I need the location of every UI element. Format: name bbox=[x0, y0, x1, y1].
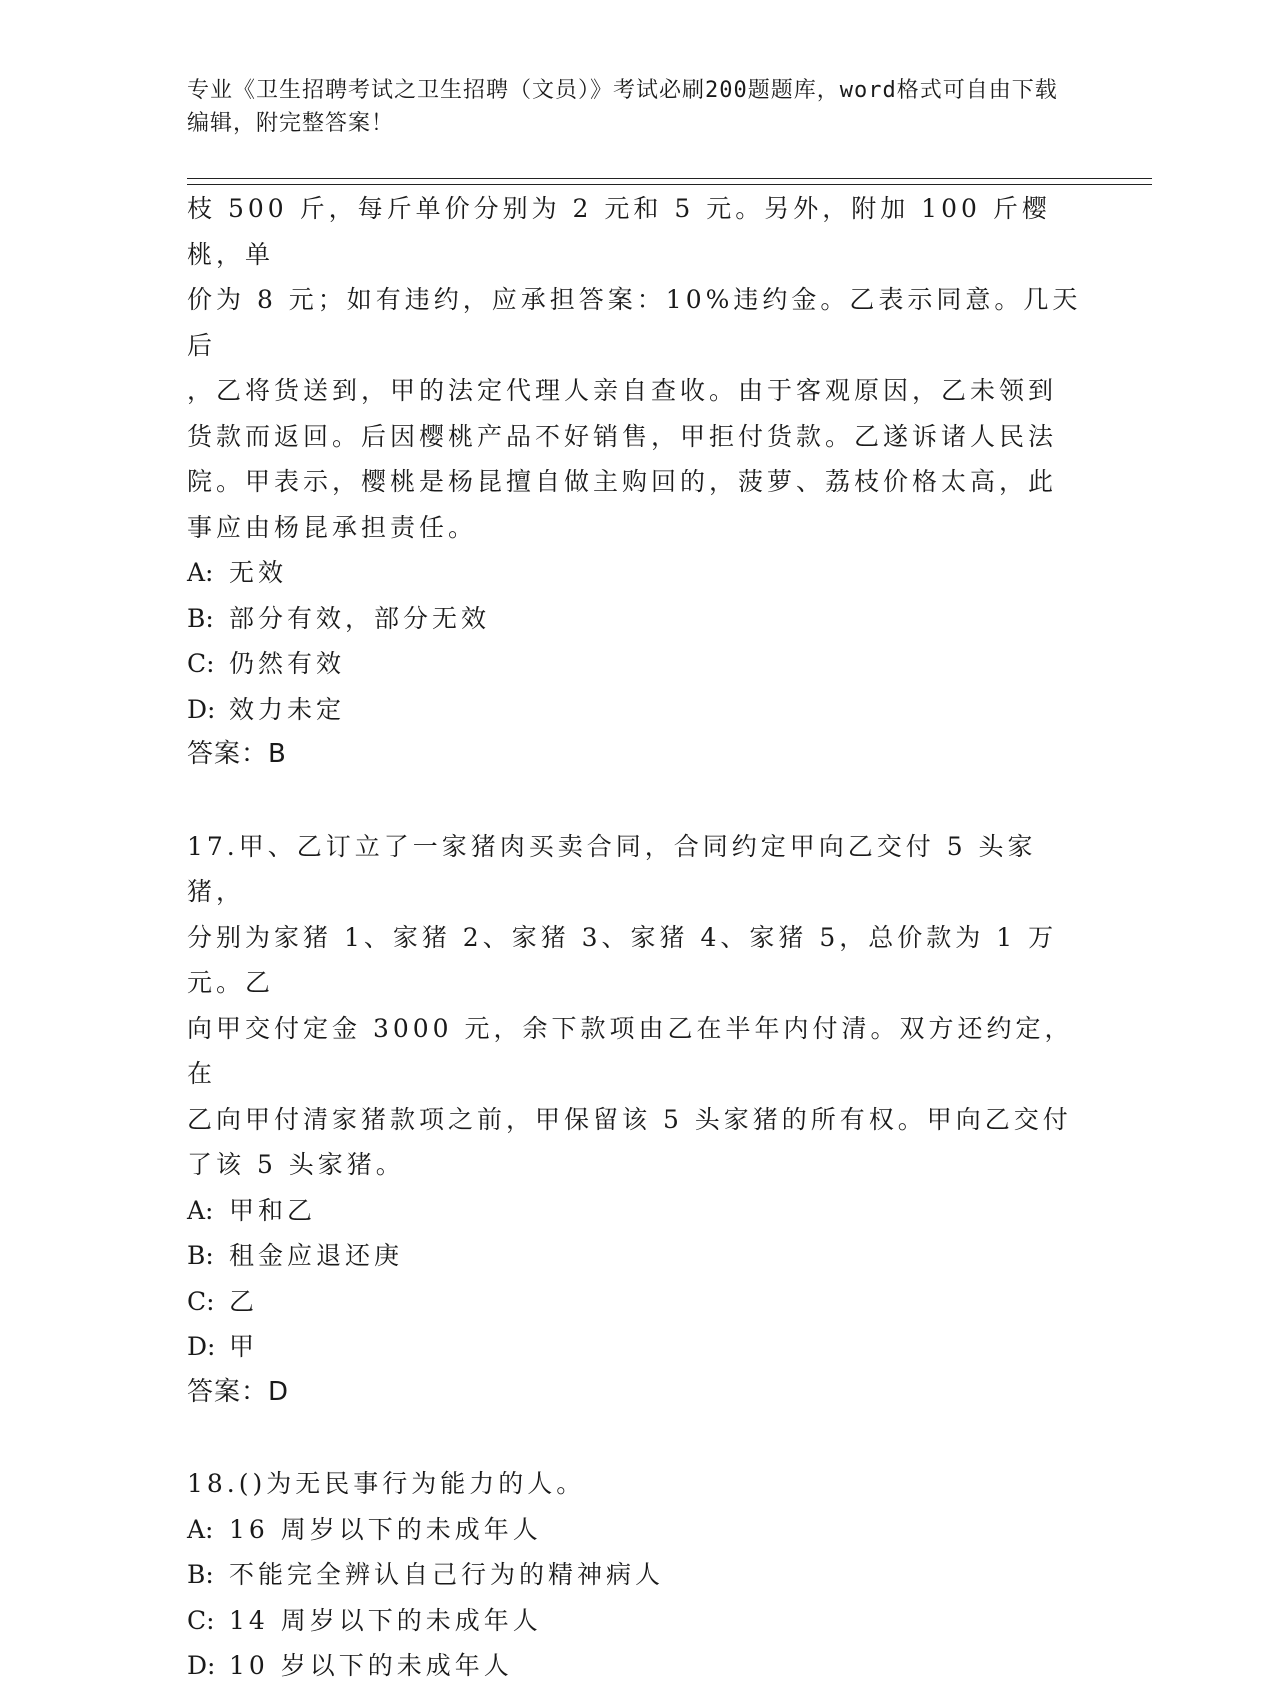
header-rule-top bbox=[187, 178, 1152, 179]
question-text-line: 货款而返回。后因樱桃产品不好销售，甲拒付货款。乙遂诉诸人民法 bbox=[187, 421, 1058, 451]
option-b bbox=[187, 1233, 1087, 1279]
option-c bbox=[187, 1598, 1087, 1644]
option-text: 无效 bbox=[229, 558, 288, 587]
question-text-line: 乙向甲付清家猪款项之前，甲保留该 5 头家猪的所有权。甲向乙交付 bbox=[187, 1104, 1072, 1134]
document-header: 专业《卫生招聘考试之卫生招聘（文员）》考试必刷200题题库，word格式可自由下载编辑，附完整答案！ bbox=[187, 78, 1058, 136]
option-c bbox=[187, 1279, 1087, 1325]
option-text: 14 周岁以下的未成年人 bbox=[229, 1605, 542, 1635]
option-a bbox=[187, 550, 1087, 596]
option-text: 部分有效，部分无效 bbox=[229, 603, 491, 633]
option-letter: C: bbox=[187, 1286, 215, 1316]
option-letter: D: bbox=[187, 1332, 216, 1361]
option-text: 租金应退还庚 bbox=[229, 1241, 404, 1270]
question-16-continuation bbox=[187, 186, 1087, 778]
answer-line: 答案：B bbox=[187, 739, 287, 769]
option-letter: B: bbox=[187, 1241, 214, 1270]
option-letter: B: bbox=[187, 603, 214, 633]
question-text-line: 事应由杨昆承担责任。 bbox=[187, 512, 478, 542]
option-letter: C: bbox=[187, 1605, 215, 1635]
option-letter: D: bbox=[187, 694, 216, 724]
question-text-line: 了该 5 头家猪。 bbox=[187, 1150, 405, 1179]
option-b bbox=[187, 596, 1087, 642]
option-letter: B: bbox=[187, 1560, 214, 1589]
spacer bbox=[187, 778, 1087, 824]
option-text: 仍然有效 bbox=[229, 649, 346, 678]
question-text-line: 枝 500 斤，每斤单价分别为 2 元和 5 元。另外，附加 100 斤樱桃，单 bbox=[187, 194, 1051, 269]
question-text-line: 院。甲表示，樱桃是杨昆擅自做主购回的，菠萝、荔枝价格太高，此 bbox=[187, 467, 1058, 496]
question-17 bbox=[187, 824, 1087, 1416]
option-letter: A: bbox=[187, 1514, 214, 1544]
option-d bbox=[187, 687, 1087, 733]
option-text: 10 岁以下的未成年人 bbox=[229, 1651, 513, 1680]
option-c bbox=[187, 641, 1087, 687]
document-body bbox=[187, 186, 1087, 1689]
answer-line: 答案：D bbox=[187, 1376, 290, 1407]
option-text: 甲 bbox=[229, 1332, 259, 1361]
option-text: 效力未定 bbox=[229, 694, 346, 724]
option-letter: A: bbox=[187, 558, 214, 587]
option-text: 16 周岁以下的未成年人 bbox=[229, 1514, 542, 1544]
question-text-line: 18.()为无民事行为能力的人。 bbox=[187, 1469, 586, 1498]
option-text: 乙 bbox=[229, 1286, 259, 1316]
option-a bbox=[187, 1507, 1087, 1553]
header-rule-bottom bbox=[187, 184, 1152, 185]
spacer bbox=[187, 1415, 1087, 1461]
option-a bbox=[187, 1188, 1087, 1234]
question-18 bbox=[187, 1461, 1087, 1689]
option-letter: A: bbox=[187, 1195, 214, 1225]
option-text: 甲和乙 bbox=[229, 1195, 317, 1225]
question-text-line: 分别为家猪 1、家猪 2、家猪 3、家猪 4、家猪 5，总价款为 1 万元。乙 bbox=[187, 922, 1058, 997]
option-b bbox=[187, 1552, 1087, 1598]
option-text: 不能完全辨认自己行为的精神病人 bbox=[229, 1560, 665, 1589]
question-text-line: 价为 8 元；如有违约，应承担答案：10%违约金。乙表示同意。几天后 bbox=[187, 285, 1082, 360]
option-d bbox=[187, 1324, 1087, 1370]
question-text-line: 17.甲、乙订立了一家猪肉买卖合同，合同约定甲向乙交付 5 头家猪， bbox=[187, 831, 1037, 906]
option-letter: D: bbox=[187, 1651, 216, 1680]
question-text-line: ，乙将货送到，甲的法定代理人亲自查收。由于客观原因，乙未领到 bbox=[187, 376, 1058, 405]
question-text-line: 向甲交付定金 3000 元，余下款项由乙在半年内付清。双方还约定，在 bbox=[187, 1013, 1074, 1088]
option-letter: C: bbox=[187, 649, 215, 678]
